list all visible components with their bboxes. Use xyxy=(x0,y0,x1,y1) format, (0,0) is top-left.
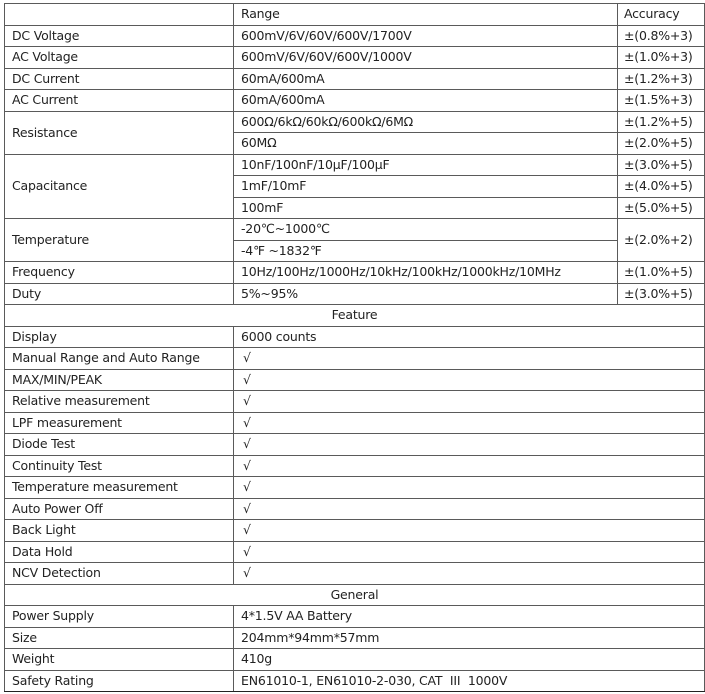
feature-label: Temperature measurement xyxy=(5,477,234,499)
range-value: 5%~95% xyxy=(234,283,618,305)
table-row xyxy=(5,391,705,413)
function-label: DC Current xyxy=(5,68,234,90)
feature-label: Diode Test xyxy=(5,434,234,456)
table-row xyxy=(5,326,705,348)
general-value: 204mm*94mm*57mm xyxy=(234,627,705,649)
checkmark-icon: √ xyxy=(234,391,705,413)
feature-label: Display xyxy=(5,326,234,348)
feature-label: Relative measurement xyxy=(5,391,234,413)
section-title: General xyxy=(5,584,705,606)
range-value: 600mV/6V/60V/600V/1000V xyxy=(234,47,618,69)
accuracy-value: ±(5.0%+5) xyxy=(618,197,705,219)
table-row xyxy=(5,369,705,391)
header-range: Range xyxy=(234,4,618,26)
function-label: DC Voltage xyxy=(5,25,234,47)
table-row xyxy=(5,412,705,434)
range-value: 60mA/600mA xyxy=(234,68,618,90)
range-value: 100mF xyxy=(234,197,618,219)
table-row xyxy=(5,68,705,90)
feature-label: Auto Power Off xyxy=(5,498,234,520)
feature-label: Manual Range and Auto Range xyxy=(5,348,234,370)
table-row xyxy=(5,154,705,176)
table-row xyxy=(5,649,705,671)
table-row xyxy=(5,111,705,133)
feature-label: MAX/MIN/PEAK xyxy=(5,369,234,391)
table-row xyxy=(5,520,705,542)
table-row xyxy=(5,348,705,370)
checkmark-icon: √ xyxy=(234,412,705,434)
checkmark-icon: √ xyxy=(234,369,705,391)
accuracy-value: ±(1.5%+3) xyxy=(618,90,705,112)
accuracy-value: ±(0.8%+3) xyxy=(618,25,705,47)
specification-table xyxy=(4,3,705,692)
accuracy-value: ±(2.0%+2) xyxy=(618,219,705,262)
range-value: 600mV/6V/60V/600V/1700V xyxy=(234,25,618,47)
checkmark-icon: √ xyxy=(234,498,705,520)
range-value: 1mF/10mF xyxy=(234,176,618,198)
checkmark-icon: √ xyxy=(234,348,705,370)
function-label: Duty xyxy=(5,283,234,305)
feature-label: Continuity Test xyxy=(5,455,234,477)
accuracy-value: ±(4.0%+5) xyxy=(618,176,705,198)
table-row xyxy=(5,47,705,69)
function-label: AC Voltage xyxy=(5,47,234,69)
table-row xyxy=(5,627,705,649)
header-accuracy: Accuracy xyxy=(618,4,705,26)
function-label: AC Current xyxy=(5,90,234,112)
table-row xyxy=(5,670,705,692)
section-header-general xyxy=(5,584,705,606)
table-row xyxy=(5,498,705,520)
accuracy-value: ±(1.0%+5) xyxy=(618,262,705,284)
checkmark-icon: √ xyxy=(234,563,705,585)
checkmark-icon: √ xyxy=(234,455,705,477)
table-row xyxy=(5,563,705,585)
feature-label: Back Light xyxy=(5,520,234,542)
table-row xyxy=(5,90,705,112)
general-label: Weight xyxy=(5,649,234,671)
accuracy-value: ±(3.0%+5) xyxy=(618,154,705,176)
checkmark-icon: √ xyxy=(234,434,705,456)
table-row xyxy=(5,434,705,456)
table-row xyxy=(5,219,705,241)
table-row xyxy=(5,283,705,305)
feature-label: NCV Detection xyxy=(5,563,234,585)
range-value: -4℉ ~1832℉ xyxy=(234,240,618,262)
range-value: 10nF/100nF/10μF/100μF xyxy=(234,154,618,176)
general-value: EN61010-1, EN61010-2-030, CAT III 1000V xyxy=(234,670,705,692)
feature-label: Data Hold xyxy=(5,541,234,563)
section-header-feature xyxy=(5,305,705,327)
table-row xyxy=(5,477,705,499)
range-value: -20℃~1000℃ xyxy=(234,219,618,241)
accuracy-value: ±(2.0%+5) xyxy=(618,133,705,155)
table-row xyxy=(5,541,705,563)
general-value: 4*1.5V AA Battery xyxy=(234,606,705,628)
function-label: Frequency xyxy=(5,262,234,284)
accuracy-value: ±(1.2%+5) xyxy=(618,111,705,133)
function-label: Resistance xyxy=(5,111,234,154)
table-header-row xyxy=(5,4,705,26)
table-row xyxy=(5,455,705,477)
section-title: Feature xyxy=(5,305,705,327)
function-label: Capacitance xyxy=(5,154,234,219)
header-blank-cell xyxy=(5,4,234,26)
table-row xyxy=(5,262,705,284)
general-value: 410g xyxy=(234,649,705,671)
table-row xyxy=(5,25,705,47)
range-value: 600Ω/6kΩ/60kΩ/600kΩ/6MΩ xyxy=(234,111,618,133)
general-label: Safety Rating xyxy=(5,670,234,692)
checkmark-icon: √ xyxy=(234,477,705,499)
feature-label: LPF measurement xyxy=(5,412,234,434)
table-row xyxy=(5,606,705,628)
feature-value: 6000 counts xyxy=(234,326,705,348)
general-label: Power Supply xyxy=(5,606,234,628)
range-value: 10Hz/100Hz/1000Hz/10kHz/100kHz/1000kHz/10MHz xyxy=(234,262,618,284)
accuracy-value: ±(1.2%+3) xyxy=(618,68,705,90)
checkmark-icon: √ xyxy=(234,541,705,563)
accuracy-value: ±(3.0%+5) xyxy=(618,283,705,305)
general-label: Size xyxy=(5,627,234,649)
accuracy-value: ±(1.0%+3) xyxy=(618,47,705,69)
range-value: 60mA/600mA xyxy=(234,90,618,112)
function-label: Temperature xyxy=(5,219,234,262)
range-value: 60MΩ xyxy=(234,133,618,155)
checkmark-icon: √ xyxy=(234,520,705,542)
